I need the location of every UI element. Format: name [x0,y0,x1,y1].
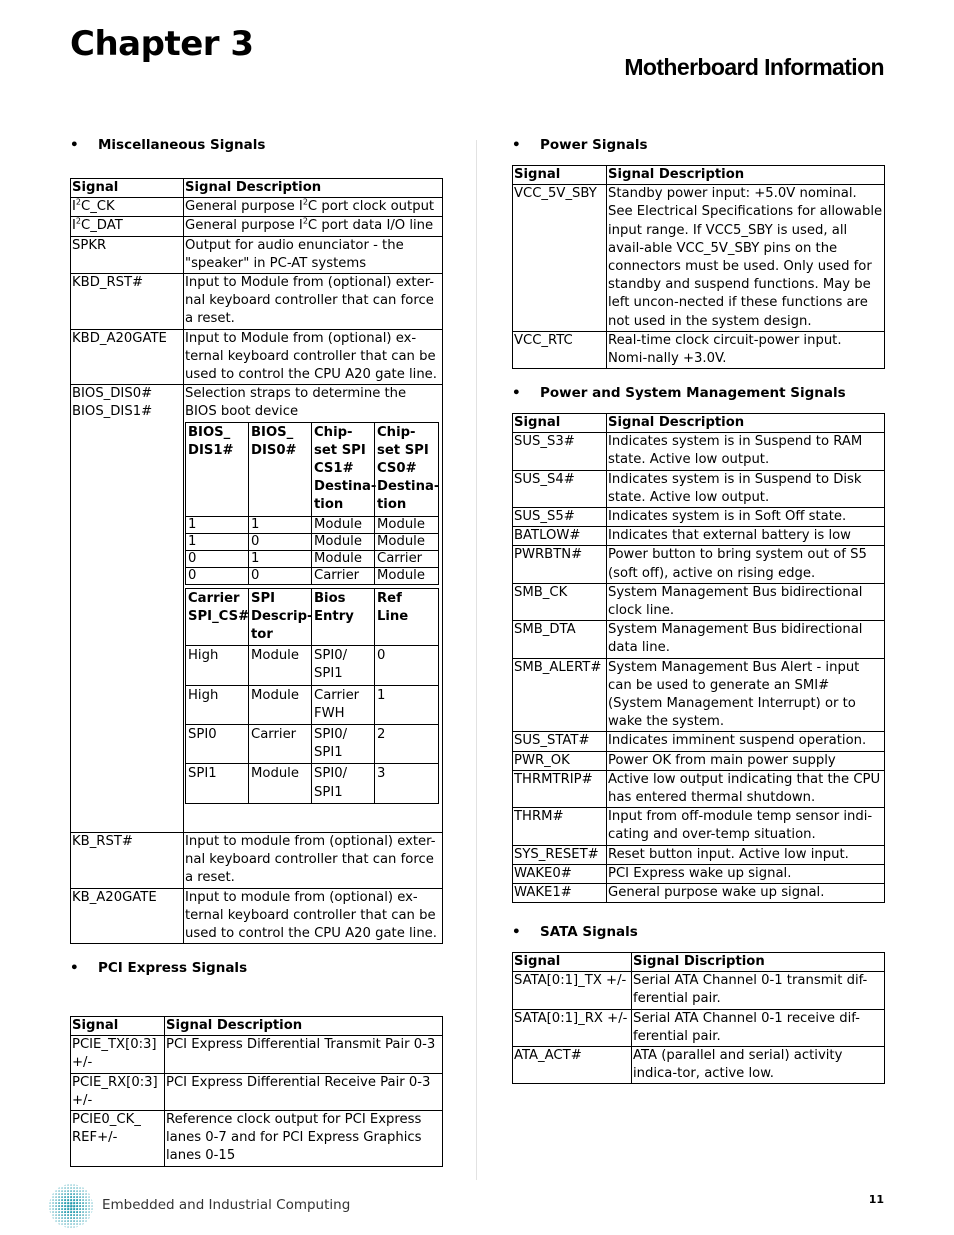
signal-name: KB_RST# [71,832,184,888]
signal-name: ATA_ACT# [513,1047,632,1084]
table-row [513,470,885,507]
inner-header: Bios Entry [312,588,375,646]
inner-row: 1 0 Module Module [186,533,439,550]
signal-description: Power OK from main power supply [607,751,885,770]
bullet-icon: • [70,137,79,153]
table-row [513,433,885,470]
table-row [71,1073,443,1110]
col-header-description: Signal Description [607,166,885,185]
signal-name: BATLOW# [513,527,607,546]
signal-description: PCI Express Differential Transmit Pair 0-3 [165,1036,443,1073]
col-header-description: Signal Discription [632,953,885,972]
chapter-title: Chapter 3 [70,24,254,64]
table-row [513,732,885,751]
col-header-signal: Signal [513,414,607,433]
signal-name: BIOS_DIS0# BIOS_DIS1# [71,385,184,833]
bullet-icon: • [70,960,79,976]
signal-name: SUS_STAT# [513,732,607,751]
signal-name: SUS_S3# [513,433,607,470]
signal-description: Serial ATA Channel 0-1 receive dif-ferential pair. [632,1009,885,1046]
table-row [513,751,885,770]
signal-name: WAKE0# [513,864,607,883]
table-row [513,770,885,807]
col-header-signal: Signal [71,1017,165,1036]
inner-row: High Module Carrier FWH 1 [186,685,439,724]
signal-description: Indicates system is in Soft Off state. [607,508,885,527]
inner-row: SPI0 Carrier SPI0/ SPI1 2 [186,725,439,764]
psm-signals-table [512,413,885,903]
table-row [513,884,885,903]
col-header-description: Signal Description [607,414,885,433]
signal-name: PWRBTN# [513,546,607,583]
signal-name: THRM# [513,808,607,845]
sata-signals-table [512,952,885,1084]
bullet-icon: • [512,924,521,940]
inner-header: BIOS_ DIS1# [186,422,249,516]
footer-company: Embedded and Industrial Computing [102,1197,351,1213]
table-row [513,185,885,332]
signal-name: SYS_RESET# [513,845,607,864]
signal-description: System Management Bus bidirectional clock line. [607,583,885,620]
misc-signals-table [70,178,443,944]
bios-strap-table [185,422,439,585]
signal-description: Indicates that external battery is low [607,527,885,546]
signal-description: Selection straps to determine the BIOS boot device BIOS_ DIS1# BIOS_ DIS0# Chip-set SPI CS1# Destina-tion Chip-set SPI CS0# Destina-tion 1 1 Module Module 1 0 Module Module 0 1 Module Carrier 0 0 Carrier Module Carrier SPI_CS# SPI Descrip-tor Bios Entry Ref Line High Module SPI0/ SPI1 0 High Module Carrier FWH 1 SPI0 Carrier SPI0/ SPI1 2 SPI1 Module SPI0/ SPI1 3 [184,385,443,833]
power-signals-table [512,165,885,369]
signal-name: WAKE1# [513,884,607,903]
signal-name: KB_A20GATE [71,888,184,944]
table-row [513,331,885,368]
signal-name: SMB_ALERT# [513,658,607,732]
table-row [513,508,885,527]
signal-description: Standby power input: +5.0V nominal. See Electrical Specifications for allowable input range. If VCC5_SBY is used, all avail-able VCC_5V_SBY pins on the connectors must be used. Only used for standby and suspend functions. May be left uncon-nected if these functions are not used in the system design. [607,185,885,332]
signal-name: $I^2C\_DAT$ [71,217,184,236]
page-number: 11 [868,1193,884,1206]
section-title: Motherboard Information [624,54,884,80]
table-row [513,1009,885,1046]
signal-name: SATA[0:1]_TX +/- [513,972,632,1009]
table-row [71,1111,443,1167]
inner-row: High Module SPI0/ SPI1 0 [186,646,439,685]
table-row [71,236,443,273]
column-divider [476,140,477,1180]
col-header-description: Signal Description [184,179,443,198]
table-row [513,972,885,1009]
table-row [71,274,443,330]
col-header-signal: Signal [71,179,184,198]
inner-header: Carrier SPI_CS# [186,588,249,646]
globe-dots-icon [48,1183,94,1229]
signal-description: General purpose wake up signal. [607,884,885,903]
signal-description: ATA (parallel and serial) activity indica-tor, active low. [632,1047,885,1084]
signal-name: SUS_S4# [513,470,607,507]
signal-description: Output for audio enunciator - the "speaker" in PC-AT systems [184,236,443,273]
table-row [71,888,443,944]
signal-description: Input to module from (optional) exter-nal keyboard controller that can force a reset. [184,832,443,888]
table-row [71,198,443,217]
signal-description: Active low output indicating that the CPU has entered thermal shutdown. [607,770,885,807]
inner-row: 0 0 Carrier Module [186,567,439,584]
table-row [71,329,443,385]
table-row [513,658,885,732]
signal-name: SMB_DTA [513,621,607,658]
signal-name: KBD_A20GATE [71,329,184,385]
table-row [71,217,443,236]
col-header-signal: Signal [513,166,607,185]
signal-description: PCI Express wake up signal. [607,864,885,883]
table-row [71,1036,443,1073]
signal-name: PCIE0_CK_ REF+/- [71,1111,165,1167]
inner-header: BIOS_ DIS0# [249,422,312,516]
inner-header: Chip-set SPI CS1# Destina-tion [312,422,375,516]
table-row [71,832,443,888]
table-row [513,864,885,883]
signal-name: THRMTRIP# [513,770,607,807]
bullet-icon: • [512,385,521,401]
signal-description: Input to Module from (optional) exter-nal keyboard controller that can force a reset. [184,274,443,330]
table-row [71,385,443,833]
signal-name: SMB_CK [513,583,607,620]
table-row [513,583,885,620]
table-row [513,808,885,845]
signal-name: SPKR [71,236,184,273]
signal-description: Indicates imminent suspend operation. [607,732,885,751]
signal-name: PWR_OK [513,751,607,770]
spi-routing-table [185,588,439,804]
signal-description: Input to Module from (optional) ex-ternal keyboard controller that can be used to control the CPU A20 gate line. [184,329,443,385]
signal-name: VCC_RTC [513,331,607,368]
signal-description: General purpose $I^2C$ port data I/O line [184,217,443,236]
signal-description: Power button to bring system out of S5 (soft off), active on rising edge. [607,546,885,583]
signal-name: KBD_RST# [71,274,184,330]
inner-row: 1 1 Module Module [186,516,439,533]
col-header-signal: Signal [513,953,632,972]
col-header-description: Signal Description [165,1017,443,1036]
signal-description: Indicates system is in Suspend to RAM state. Active low output. [607,433,885,470]
pcie-signals-table [70,1016,443,1167]
signal-description: General purpose $I^2C$ port clock output [184,198,443,217]
signal-name: $I^2C\_CK$ [71,198,184,217]
signal-description: Reset button input. Active low input. [607,845,885,864]
inner-header: Ref Line [375,588,439,646]
signal-name: SUS_S5# [513,508,607,527]
table-row [513,527,885,546]
signal-name: VCC_5V_SBY [513,185,607,332]
inner-header: Chip-set SPI CS0# Destina-tion [375,422,439,516]
signal-name: PCIE_TX[0:3] +/- [71,1036,165,1073]
inner-row: SPI1 Module SPI0/ SPI1 3 [186,764,439,803]
signal-description: Input from off-module temp sensor indi-cating and over-temp situation. [607,808,885,845]
signal-description: System Management Bus bidirectional data line. [607,621,885,658]
table-row [513,621,885,658]
inner-header: SPI Descrip-tor [249,588,312,646]
table-row [513,1047,885,1084]
signal-name: SATA[0:1]_RX +/- [513,1009,632,1046]
signal-description: Indicates system is in Suspend to Disk state. Active low output. [607,470,885,507]
inner-row: 0 1 Module Carrier [186,550,439,567]
signal-description: Input to module from (optional) ex-ternal keyboard controller that can be used to control the CPU A20 gate line. [184,888,443,944]
table-row [513,845,885,864]
signal-description: System Management Bus Alert - input can be used to generate an SMI# (System Management Interrupt) or to wake the system. [607,658,885,732]
signal-description: Serial ATA Channel 0-1 transmit dif-ferential pair. [632,972,885,1009]
signal-name: PCIE_RX[0:3] +/- [71,1073,165,1110]
table-row [513,546,885,583]
signal-description: PCI Express Differential Receive Pair 0-3 [165,1073,443,1110]
signal-description: Reference clock output for PCI Express lanes 0-7 and for PCI Express Graphics lanes 0-15 [165,1111,443,1167]
bullet-icon: • [512,137,521,153]
signal-description: Real-time clock circuit-power input. Nomi-nally +3.0V. [607,331,885,368]
